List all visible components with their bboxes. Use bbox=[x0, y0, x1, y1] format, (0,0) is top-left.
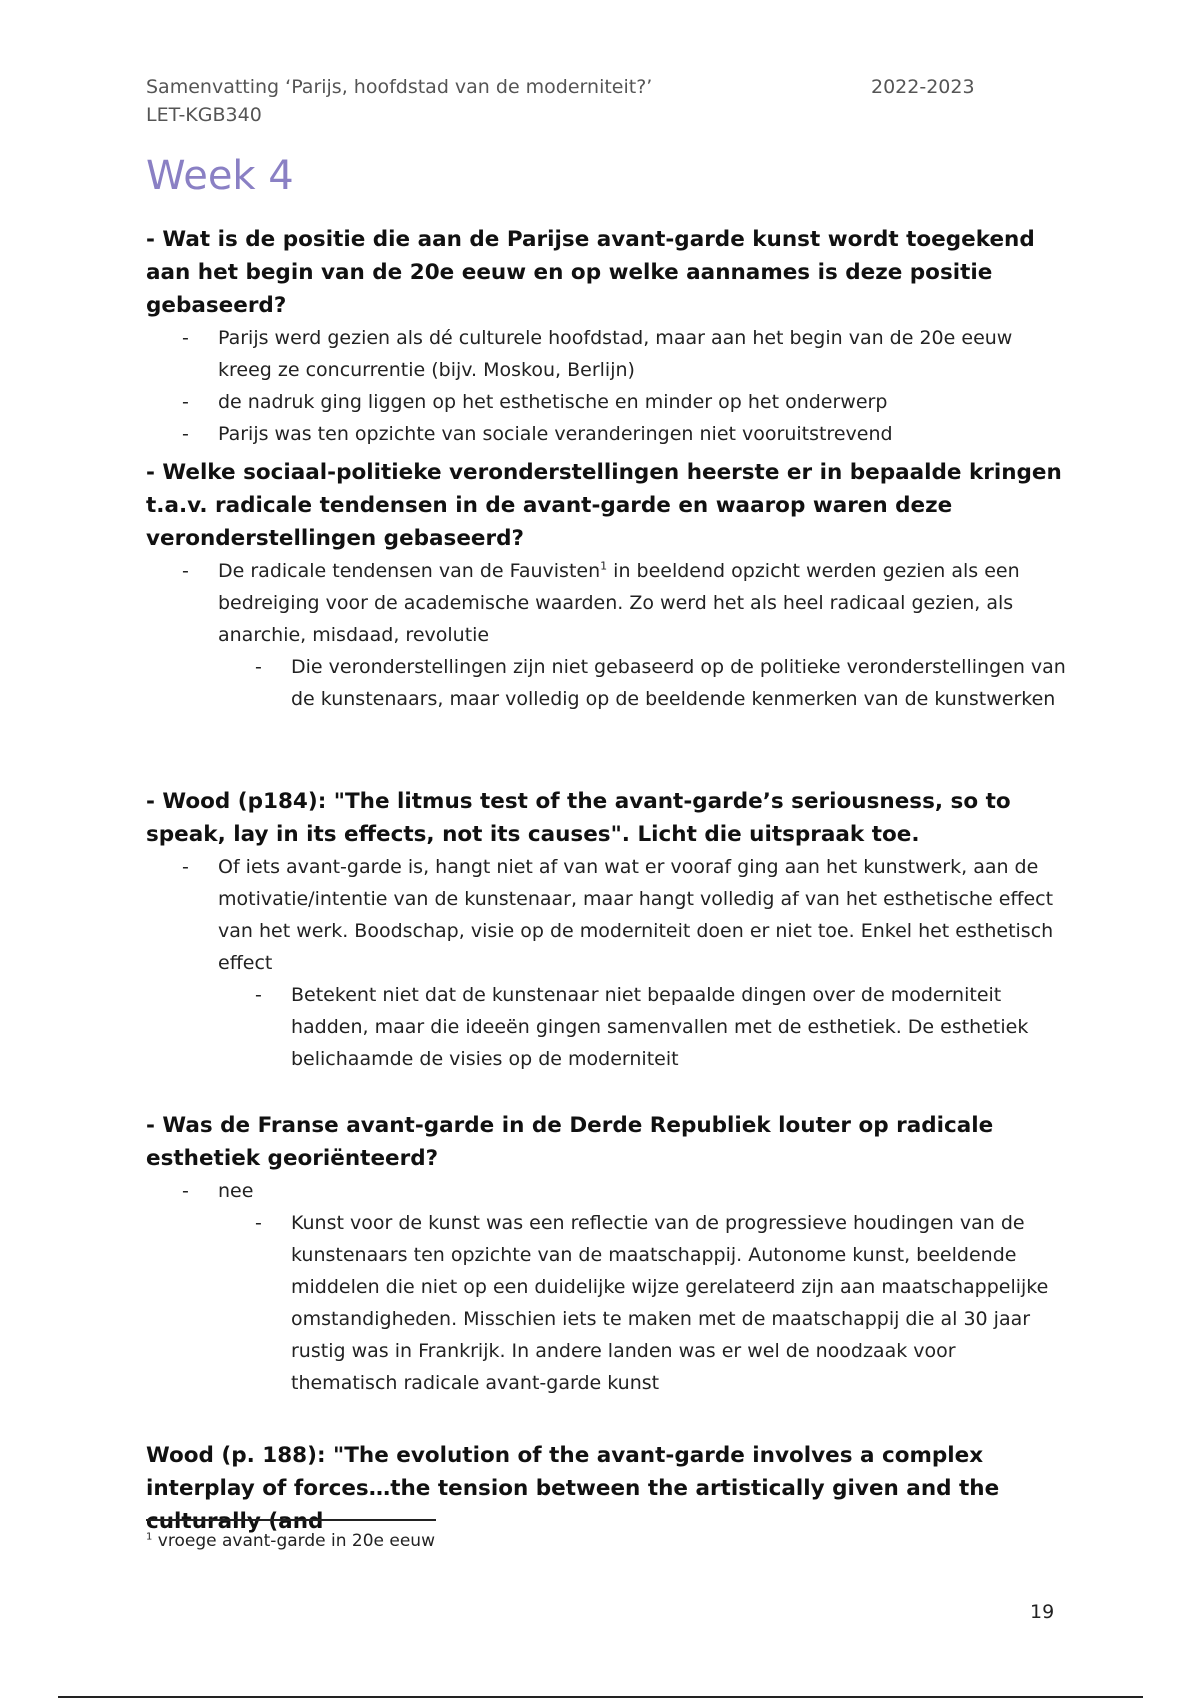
bullet-dash: - bbox=[182, 856, 189, 878]
bullet-dash: - bbox=[182, 1180, 189, 1202]
footnote bbox=[146, 1528, 435, 1554]
sub-list-item: - Kunst voor de kunst was een reflectie van de progressieve houdingen van de kunstenaars ten opzichte van de maatschappij. Autonome kunst, beeldende middelen die niet op een duidelijke wijze gerelateerd zijn aan maatschappelijke omstandigheden. Misschien iets te maken met de maatschappij die al 30 jaar rustig was in Frankrijk. In andere landen was er wel de noodzaak voor thematisch radicale avant-garde kunst bbox=[146, 1207, 1066, 1399]
footnote-reference[interactable]: 1 bbox=[600, 559, 608, 573]
section-positie bbox=[146, 223, 1066, 450]
footnote-text: vroege avant-garde in 20e eeuw bbox=[152, 1531, 435, 1551]
section-wood-evolution bbox=[146, 1439, 1066, 1538]
bullet-dash: - bbox=[255, 656, 262, 678]
bullet-dash: - bbox=[182, 391, 189, 413]
sub-list-item: - Die veronderstellingen zijn niet gebaseerd op de politieke veronderstellingen van de kunstenaars, maar volledig op de beeldende kenmerken van de kunstwerken bbox=[146, 651, 1066, 715]
section-wood-litmus bbox=[146, 785, 1066, 1075]
course-code: LET-KGB340 bbox=[146, 104, 262, 126]
bullet-dash: - bbox=[182, 327, 189, 349]
academic-year: 2022-2023 bbox=[871, 76, 975, 98]
question-heading: - Wat is de positie die aan de Parijse avant-garde kunst wordt toegekend aan het begin van de 20e eeuw en op welke aannames is deze positie gebaseerd? bbox=[146, 227, 1035, 318]
sub-list-item: - Betekent niet dat de kunstenaar niet bepaalde dingen over de moderniteit hadden, maar die ideeën gingen samenvallen met de esthetiek. De esthetiek belichaamde de visies op de moderniteit bbox=[146, 979, 1066, 1075]
list-item: - nee bbox=[146, 1175, 1066, 1207]
list-item: - De radicale tendensen van de Fauvisten$^1$ in beeldend opzicht werden gezien als een bedreiging voor de academische waarden. Zo werd het als heel radicaal gezien, als anarchie, misdaad, revolutie bbox=[146, 555, 1066, 651]
page-number: 19 bbox=[1030, 1601, 1055, 1623]
running-header bbox=[146, 73, 652, 129]
bullet-dash: - bbox=[182, 560, 189, 582]
list-item: - de nadruk ging liggen op het esthetische en minder op het onderwerp bbox=[146, 386, 1066, 418]
question-heading: - Was de Franse avant-garde in de Derde Republiek louter op radicale esthetiek georiënteerd? bbox=[146, 1113, 994, 1171]
question-heading: Wood (p. 188): "The evolution of the avant-garde involves a complex interplay of forces…the tension between the artistically given and the culturally (and bbox=[146, 1443, 1000, 1534]
page-bottom-divider bbox=[58, 1696, 1143, 1698]
question-heading: - Wood (p184): "The litmus test of the avant-garde’s seriousness, so to speak, lay in its effects, not its causes". Licht die uitspraak toe. bbox=[146, 789, 1011, 847]
footnote-divider bbox=[146, 1519, 436, 1521]
footnote-marker: 1 bbox=[146, 1531, 153, 1543]
bullet-dash: - bbox=[255, 984, 262, 1006]
list-item: - Parijs was ten opzichte van sociale veranderingen niet vooruitstrevend bbox=[146, 418, 1066, 450]
list-item: - Of iets avant-garde is, hangt niet af van wat er vooraf ging aan het kunstwerk, aan de motivatie/intentie van de kunstenaar, maar hangt volledig af van het esthetische effect van het werk. Boodschap, visie op de moderniteit doen er niet toe. Enkel het esthetisch effect bbox=[146, 851, 1066, 979]
header-title: Samenvatting ‘Parijs, hoofdstad van de moderniteit?’ bbox=[146, 76, 653, 98]
bullet-dash: - bbox=[255, 1212, 262, 1234]
section-veronderstellingen bbox=[146, 456, 1066, 715]
week-heading: Week 4 bbox=[146, 153, 294, 199]
list-item: - Parijs werd gezien als dé culturele hoofdstad, maar aan het begin van de 20e eeuw kreeg ze concurrentie (bijv. Moskou, Berlijn) bbox=[146, 322, 1066, 386]
question-heading: - Welke sociaal-politieke veronderstellingen heerste er in bepaalde kringen t.a.v. radicale tendensen in de avant-garde en waarop waren deze veronderstellingen gebaseerd? bbox=[146, 460, 1062, 551]
bullet-dash: - bbox=[182, 423, 189, 445]
section-derde-republiek bbox=[146, 1109, 1066, 1399]
